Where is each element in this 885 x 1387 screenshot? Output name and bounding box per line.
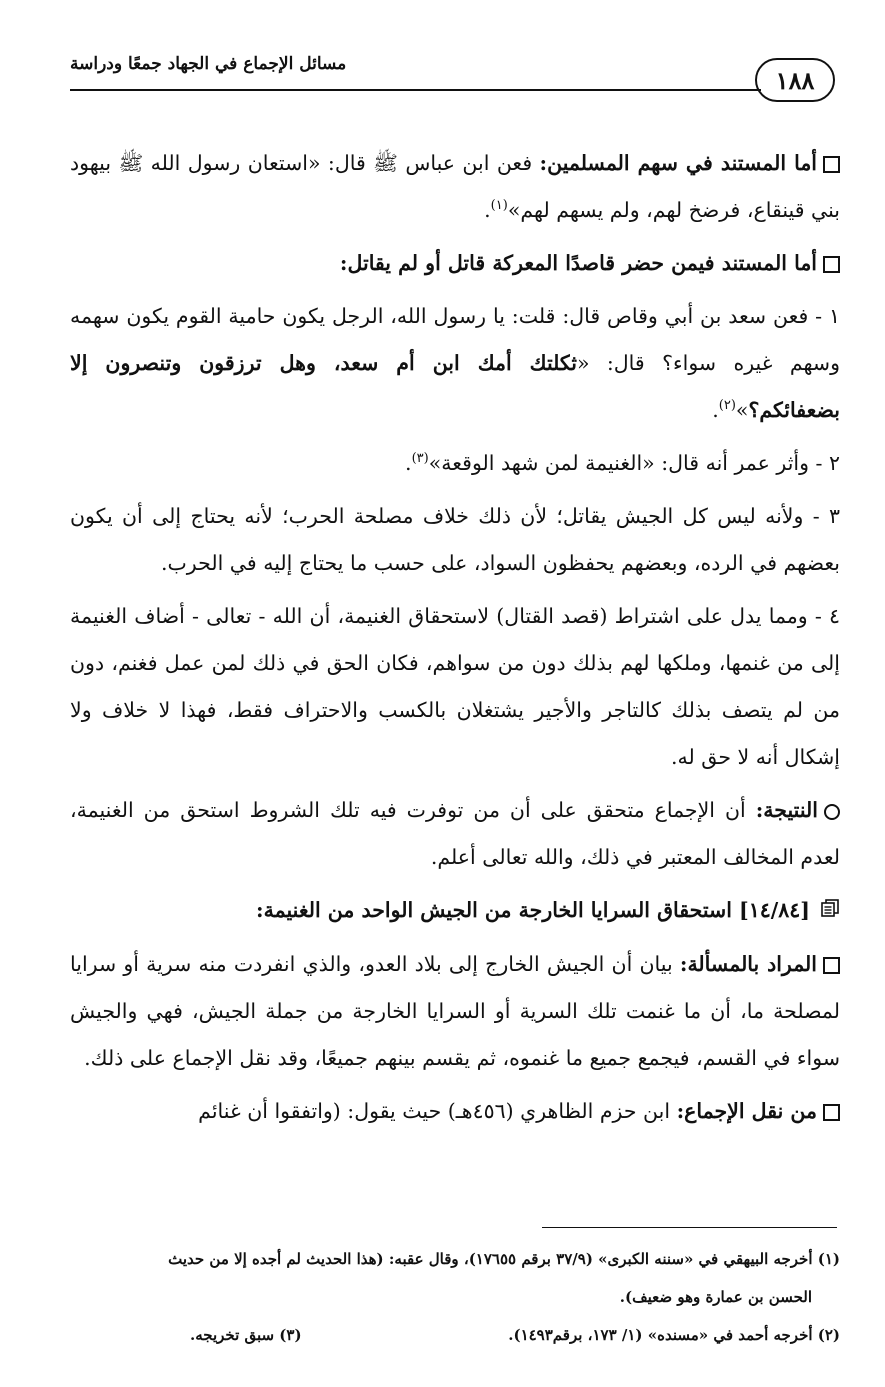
footnote-row (70, 1316, 840, 1354)
circle-bullet-icon (824, 804, 840, 820)
paragraph-7: النتيجة: أن الإجماع متحقق على أن من توفرت فيه تلك الشروط استحق من الغنيمة، لعدم المخالف المعتبر في ذلك، والله تعالى أعلم. (70, 798, 840, 869)
footnote-1-continued: الحسن بن عمارة وهو ضعيف). (619, 1288, 812, 1306)
square-bullet-icon (823, 1104, 840, 1121)
footnote-2: (٢) أخرجه أحمد في «مسنده» (١/ ١٧٣، برقم١٤٩٣). (508, 1326, 840, 1344)
running-title: مسائل الإجماع في الجهاد جمعًا ودراسة (70, 54, 347, 74)
footnote-1: (١) أخرجه البيهقي في «سننه الكبرى» (٣٧/٩ برقم ١٧٦٥٥)، وقال عقبه: (هذا الحديث لم أجده إلا من حديث (168, 1250, 840, 1268)
footnote-3: (٣) سبق تخريجه. (190, 1326, 302, 1344)
paragraph-label: أما المستند فيمن حضر قاصدًا المعركة قاتل أو لم يقاتل: (339, 251, 817, 275)
square-bullet-icon (823, 957, 840, 974)
footnotes (70, 1240, 840, 1354)
main-text (70, 140, 840, 1141)
header-rule (70, 89, 761, 91)
square-bullet-icon (823, 156, 840, 173)
paragraph-4: ٢ - وأثر عمر أنه قال: «الغنيمة لمن شهد الوقعة»$^{(٣)}$. (405, 451, 840, 475)
paragraph-9: المراد بالمسألة: بيان أن الجيش الخارج إلى بلاد العدو، والذي انفردت منه سرية أو سرايا لمصلحة ما، أن ما غنمت تلك السرية أو السرايا الخارجة من جملة الجيش، فهي والجيش سواء في القسم، فيجمع جميع ما غنموه، ثم يقسم بينهم جميعًا، وقد نقل الإجماع على ذلك. (70, 952, 840, 1070)
paragraph-5: ٣ - ولأنه ليس كل الجيش يقاتل؛ لأن ذلك خلاف مصلحة الحرب؛ لأنه يحتاج إلى أن يكون بعضهم في الرده، وبعضهم يحفظون السواد، على حسب ما يحتاج إليه في الحرب. (70, 504, 840, 575)
page-number: ١٨٨ (755, 58, 835, 102)
paragraph-10: من نقل الإجماع: ابن حزم الظاهري (٤٥٦هـ) حيث يقول: (واتفقوا أن غنائم (70, 1088, 840, 1135)
paragraph-label: أما المستند في سهم المسلمين: (539, 151, 817, 175)
section-heading (70, 887, 840, 935)
paragraph-1: أما المستند في سهم المسلمين: فعن ابن عباس ﷺ قال: «استعان رسول الله ﷺ بيهود بني قينقاع، فرضخ لهم، ولم يسهم لهم»$^{(١)}$. (70, 151, 840, 222)
paragraph-2 (70, 240, 840, 287)
footnote-rule (542, 1227, 837, 1228)
paragraph-label: من نقل الإجماع: (676, 1099, 817, 1123)
paragraph-label: النتيجة: (755, 798, 818, 822)
section-title: [١٤/٨٤] استحقاق السرايا الخارجة من الجيش الواحد من الغنيمة: (256, 898, 810, 922)
footnote-ref[interactable]: (٢) (718, 398, 736, 414)
documents-icon (820, 888, 840, 935)
square-bullet-icon (823, 256, 840, 273)
footnote-ref[interactable]: (٣) (411, 451, 429, 467)
paragraph-label: المراد بالمسألة: (679, 952, 817, 976)
page-header (70, 48, 835, 108)
paragraph-6: ٤ - ومما يدل على اشتراط (قصد القتال) لاستحقاق الغنيمة، أن الله - تعالى - أضاف الغنيمة إلى من غنمها، وملكها لهم بذلك دون من سواهم، فكان الحق في ذلك لمن عمل فغنم، دون من لم يتصف بذلك كالتاجر والأجير يشتغلان بالكسب والاحتراف فقط، فهذا لا خلاف ولا إشكال أنه لا حق له. (70, 604, 840, 769)
paragraph-3: ١ - فعن سعد بن أبي وقاص قال: قلت: يا رسول الله، الرجل يكون حامية القوم يكون سهمه وسهم غيره سواء؟ قال: «ثكلتك أمك ابن أم سعد، وهل ترزقون وتنصرون إلا بضعفائكم؟»$^{(٢)}$. (70, 304, 840, 422)
footnote-ref[interactable]: (١) (490, 198, 508, 214)
